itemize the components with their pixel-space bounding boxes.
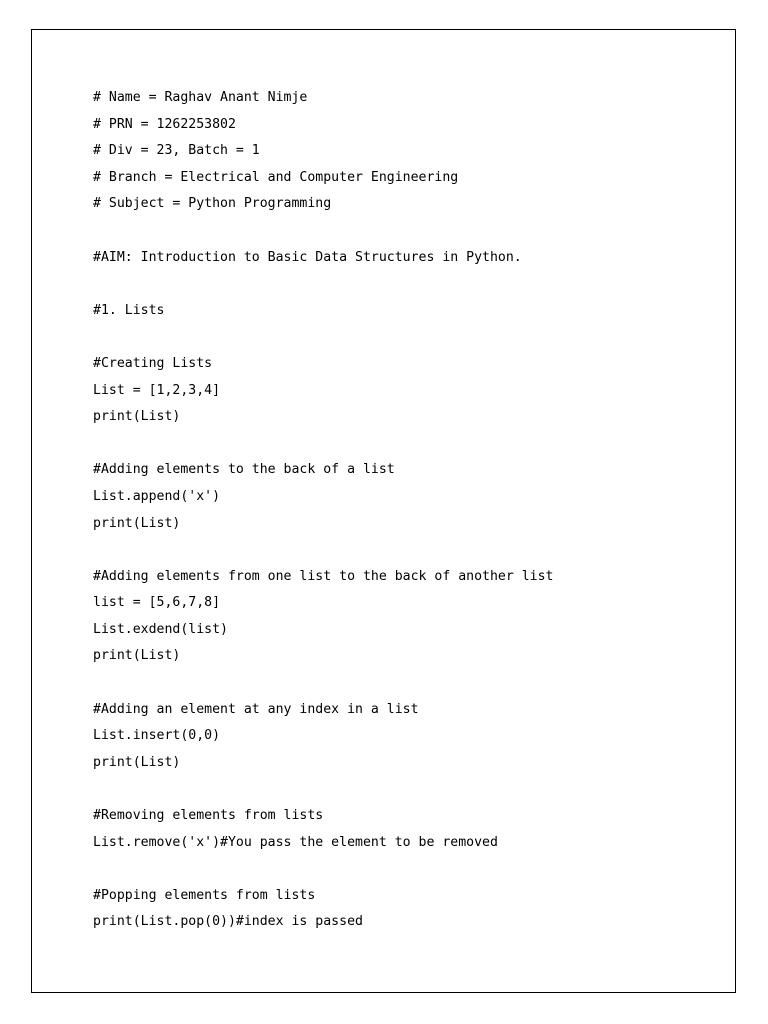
blank-line — [93, 431, 554, 458]
code-line-list-assignment: List = [1,2,3,4] — [93, 382, 221, 398]
code-line-print-list: print(List) — [93, 515, 181, 531]
code-line-creating-lists-comment: #Creating Lists — [93, 355, 213, 371]
code-line-branch-comment: # Branch = Electrical and Computer Engineering — [93, 169, 459, 185]
blank-line — [93, 776, 554, 803]
code-line-print-list: print(List) — [93, 648, 181, 664]
blank-line — [93, 537, 554, 564]
blank-line — [93, 670, 554, 697]
blank-line — [93, 271, 554, 298]
blank-line — [93, 324, 554, 351]
code-line-print-list: print(List) — [93, 409, 181, 425]
document-page — [31, 29, 736, 993]
blank-line — [93, 856, 554, 883]
code-line-remove-comment: #Removing elements from lists — [93, 808, 324, 824]
code-line-second-list-assignment: list = [5,6,7,8] — [93, 595, 221, 611]
code-line-name-comment: # Name = Raghav Anant Nimje — [93, 90, 308, 105]
code-line-div-batch-comment: # Div = 23, Batch = 1 — [93, 143, 260, 159]
code-line-print-list: print(List) — [93, 754, 181, 770]
code-line-prn-comment: # PRN = 1262253802 — [93, 116, 236, 132]
code-listing — [93, 85, 554, 936]
code-line-section-lists: #1. Lists — [93, 302, 165, 318]
code-line-extend-comment: #Adding elements from one list to the back of another list — [93, 568, 554, 584]
code-line-append-comment: #Adding elements to the back of a list — [93, 462, 395, 478]
code-line-aim-comment: #AIM: Introduction to Basic Data Structures in Python. — [93, 249, 522, 265]
code-line-extend-call: List.exdend(list) — [93, 621, 228, 637]
code-line-remove-call: List.remove('x')#You pass the element to be removed — [93, 834, 498, 850]
code-line-subject-comment: # Subject = Python Programming — [93, 196, 332, 212]
code-line-append-call: List.append('x') — [93, 488, 221, 504]
code-line-pop-comment: #Popping elements from lists — [93, 887, 316, 903]
code-line-insert-comment: #Adding an element at any index in a list — [93, 701, 419, 717]
blank-line — [93, 218, 554, 245]
code-line-insert-call: List.insert(0,0) — [93, 728, 221, 744]
code-line-pop-call: print(List.pop(0))#index is passed — [93, 914, 363, 930]
